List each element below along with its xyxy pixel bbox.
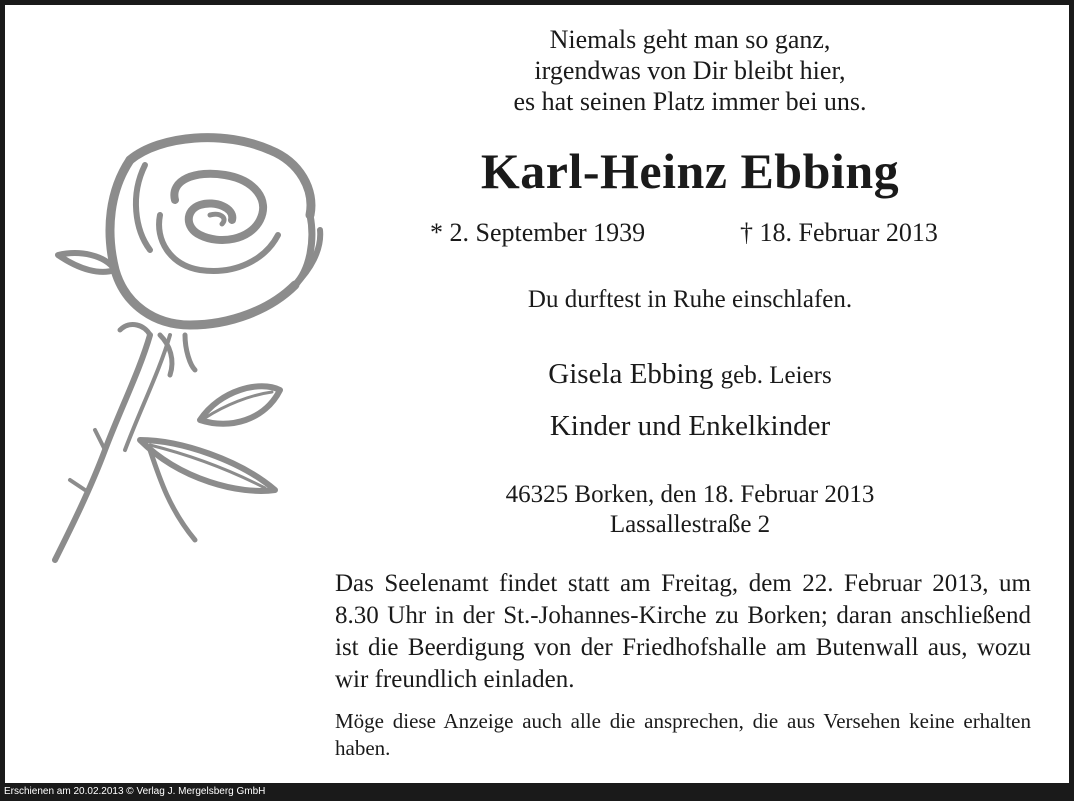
closing-note: Möge diese Anzeige auch alle die ansprechen, die aus Versehen keine erhalten haben. — [335, 709, 1031, 760]
publication-credit: Erschienen am 20.02.2013 © Verlag J. Mergelsberg GmbH — [4, 786, 266, 797]
poem-line-1: Niemals geht man so ganz, — [549, 25, 831, 54]
rose-illustration — [10, 120, 340, 570]
address-block — [330, 480, 1050, 540]
spouse-name: Gisela Ebbing — [548, 358, 714, 390]
poem-line-3: es hat seinen Platz immer bei uns. — [513, 87, 867, 116]
service-notice: Das Seelenamt findet statt am Freitag, dem 22. Februar 2013, um 8.30 Uhr in der St.-Johannes-Kirche zu Borken; daran anschließend ist die Beerdigung von der Friedhofshalle am Butenwall aus, wozu wir freundlich einladen. — [335, 570, 1031, 693]
family-members: Kinder und Enkelkinder — [549, 410, 831, 442]
birth-date: * 2. September 1939 — [430, 218, 646, 247]
deceased-name: Karl-Heinz Ebbing — [480, 143, 900, 199]
spouse — [330, 358, 1050, 391]
death-date: † 18. Februar 2013 — [740, 218, 938, 247]
street-address: Lassallestraße 2 — [609, 511, 771, 538]
motto: Du durftest in Ruhe einschlafen. — [527, 286, 853, 313]
poem-line-2: irgendwas von Dir bleibt hier, — [534, 56, 846, 85]
place-date: 46325 Borken, den 18. Februar 2013 — [505, 481, 875, 508]
poem — [330, 24, 1050, 117]
spouse-maiden-name: geb. Leiers — [720, 362, 832, 389]
footer-bar — [0, 783, 1074, 801]
